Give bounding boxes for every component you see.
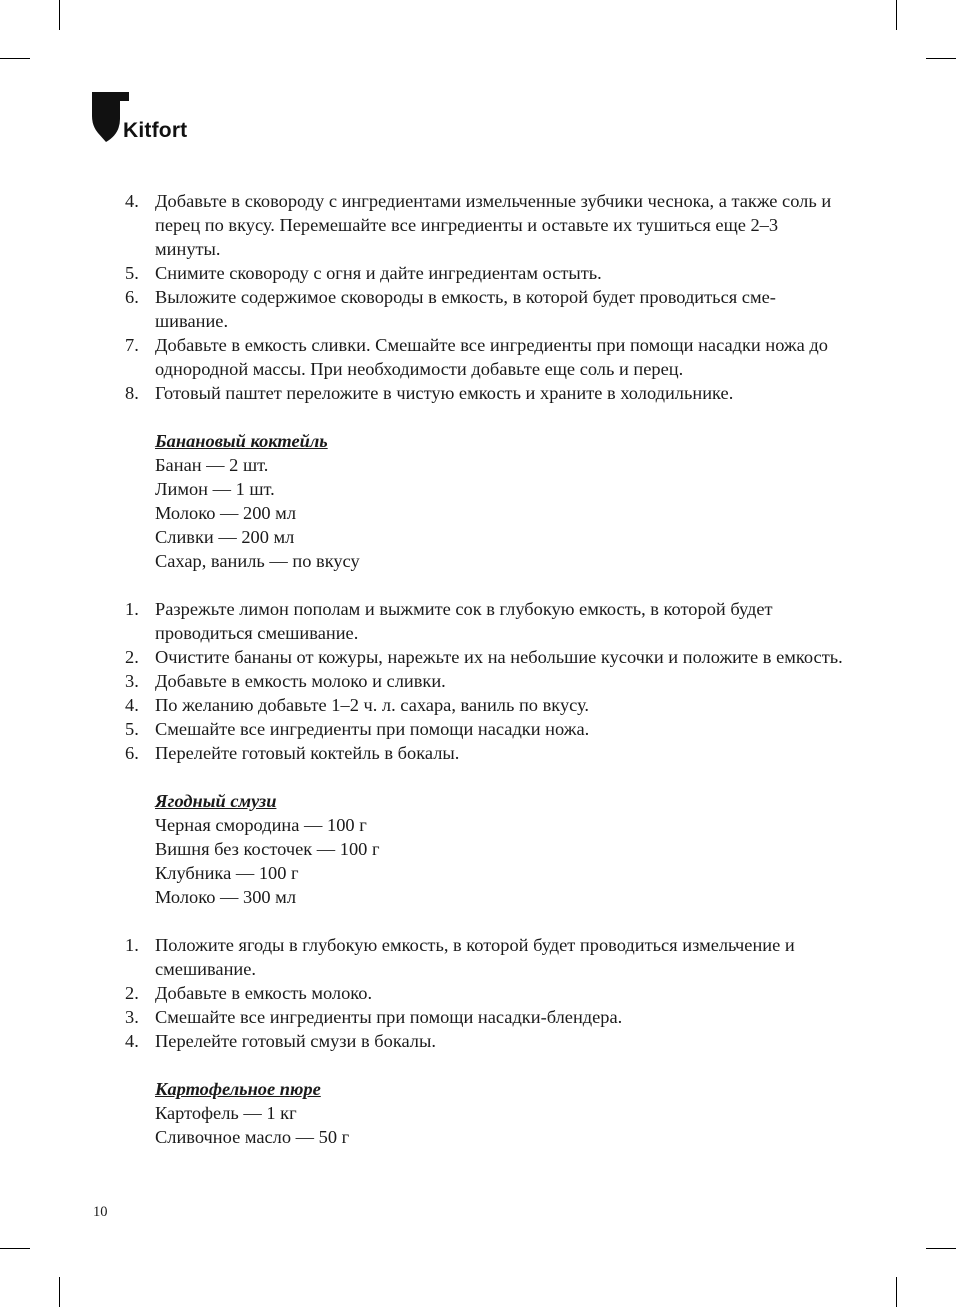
crop-mark-bottom-left-vertical [59, 1277, 60, 1307]
crop-mark-top-right-horizontal [926, 58, 956, 59]
crop-mark-top-left-vertical [59, 0, 60, 30]
list-item-number: 5. [125, 719, 139, 739]
list-item [0, 189, 956, 261]
list-item [0, 741, 956, 765]
spacer [0, 909, 956, 933]
list-item-number: 8. [125, 383, 139, 403]
list-item [0, 1005, 956, 1029]
recipe-title: Картофельное пюре [155, 1079, 321, 1099]
ingredient-line: Банан — 2 шт. [155, 455, 269, 475]
crop-mark-top-left-horizontal [0, 58, 30, 59]
crop-mark-top-right-vertical [896, 0, 897, 30]
list-item-number: 2. [125, 647, 139, 667]
list-item-text: Добавьте в емкость молоко и сливки. [155, 671, 446, 691]
list-item-text: Положите ягоды в глубокую емкость, в которой будет проводиться измельчение и смешивание. [155, 935, 795, 979]
list-item [0, 381, 956, 405]
ingredient-line: Молоко — 300 мл [155, 887, 296, 907]
list-item [0, 597, 956, 645]
list-item-text: Выложите содержимое сковороды в емкость, в которой будет проводиться сме-шивание. [155, 287, 776, 331]
recipe-ingredients [0, 789, 956, 909]
ingredient-line: Картофель — 1 кг [155, 1103, 297, 1123]
crop-mark-bottom-right-vertical [896, 1277, 897, 1307]
continued-steps-list [0, 189, 956, 405]
recipe-title: Банановый коктейль [155, 431, 328, 451]
list-item [0, 717, 956, 741]
list-item [0, 261, 956, 285]
recipes [0, 405, 956, 1149]
list-item [0, 981, 956, 1005]
spacer [0, 765, 956, 789]
ingredient-line: Вишня без косточек — 100 г [155, 839, 380, 859]
list-item [0, 1029, 956, 1053]
list-item-number: 4. [125, 1031, 139, 1051]
crop-mark-bottom-left-horizontal [0, 1248, 30, 1249]
recipe-steps-list [0, 597, 956, 765]
list-item-text: Готовый паштет переложите в чистую емкость и храните в холодильнике. [155, 383, 734, 403]
ingredient-line: Сахар, ваниль — по вкусу [155, 551, 360, 571]
list-item-number: 6. [125, 287, 139, 307]
list-item-number: 6. [125, 743, 139, 763]
list-item [0, 645, 956, 669]
recipe-title: Ягодный смузи [155, 791, 277, 811]
ingredient-line: Молоко — 200 мл [155, 503, 296, 523]
list-item [0, 669, 956, 693]
recipe-ingredients [0, 1077, 956, 1149]
page-number: 10 [93, 1204, 108, 1220]
list-item-text: Разрежьте лимон пополам и выжмите сок в глубокую емкость, в которой будет проводиться смешивание. [155, 599, 773, 643]
list-item-number: 2. [125, 983, 139, 1003]
list-item-text: Смешайте все ингредиенты при помощи насадки-блендера. [155, 1007, 623, 1027]
spacer [0, 573, 956, 597]
spacer [0, 1053, 956, 1077]
brand-logo-text: Kitfort [123, 119, 188, 142]
list-item-number: 3. [125, 1007, 139, 1027]
list-item-number: 7. [125, 335, 139, 355]
list-item-number: 5. [125, 263, 139, 283]
list-item [0, 285, 956, 333]
ingredient-line: Лимон — 1 шт. [155, 479, 275, 499]
list-item-text: Добавьте в емкость сливки. Смешайте все ингредиенты при помощи насадки ножа до однородной массы. При необходимости добавьте еще соль и перец. [155, 335, 828, 379]
brand-logo [92, 92, 212, 148]
ingredient-line: Сливочное масло — 50 г [155, 1127, 350, 1147]
list-item-text: Перелейте готовый коктейль в бокалы. [155, 743, 460, 763]
recipe-ingredients [0, 429, 956, 573]
ingredient-line: Сливки — 200 мл [155, 527, 295, 547]
list-item-text: Снимите сковороду с огня и дайте ингредиентам остыть. [155, 263, 602, 283]
list-item-text: Добавьте в емкость молоко. [155, 983, 373, 1003]
list-item-text: Очистите бананы от кожуры, нарежьте их на небольшие кусочки и положите в емкость. [155, 647, 843, 667]
list-item [0, 693, 956, 717]
ingredient-line: Черная смородина — 100 г [155, 815, 367, 835]
list-item-number: 3. [125, 671, 139, 691]
list-item-number: 1. [125, 935, 139, 955]
spacer [0, 405, 956, 429]
recipe-steps-list [0, 933, 956, 1053]
list-item-number: 4. [125, 695, 139, 715]
list-item-number: 1. [125, 599, 139, 619]
list-item-text: По желанию добавьте 1–2 ч. л. сахара, ваниль по вкусу. [155, 695, 590, 715]
list-item-text: Добавьте в сковороду с ингредиентами измельченные зубчики чеснока, а также соль и перец по вкусу. Перемешайте все ингредиенты и оставьте их тушиться еще 2–3 минуты. [155, 191, 832, 259]
list-item-number: 4. [125, 191, 139, 211]
list-item-text: Смешайте все ингредиенты при помощи насадки ножа. [155, 719, 590, 739]
ingredient-line: Клубника — 100 г [155, 863, 299, 883]
list-item-text: Перелейте готовый смузи в бокалы. [155, 1031, 436, 1051]
document-body [0, 189, 956, 1149]
list-item [0, 933, 956, 981]
crop-mark-bottom-right-horizontal [926, 1248, 956, 1249]
list-item [0, 333, 956, 381]
